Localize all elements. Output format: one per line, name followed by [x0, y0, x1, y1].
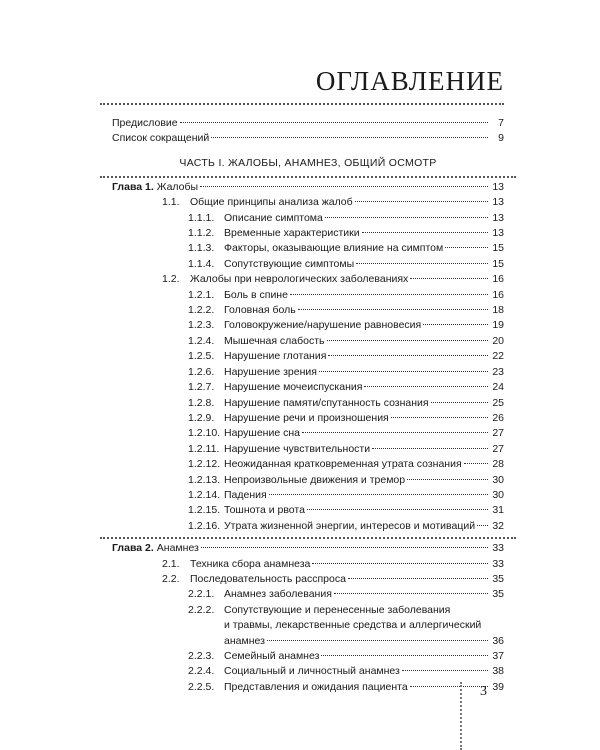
margin-divider [460, 682, 462, 750]
toc-subsection-multiline[interactable] [112, 603, 504, 649]
toc-page: 15 [492, 257, 504, 270]
leader-dots [180, 122, 488, 123]
toc-label: Мышечная слабость [224, 334, 325, 347]
toc-entry-preface[interactable] [112, 116, 504, 131]
subsection-number: 1.2.9. [188, 411, 215, 424]
leader-dots [334, 593, 488, 594]
toc-subsection[interactable] [112, 649, 504, 664]
toc-page: 26 [492, 411, 504, 424]
toc-page: 35 [492, 572, 504, 585]
toc-subsection[interactable] [112, 241, 504, 256]
toc-chapter-2[interactable] [112, 541, 504, 556]
toc-label-line: и травмы, лекарственные средства и аллергический [224, 619, 482, 632]
subsection-number: 1.2.11. [188, 442, 220, 455]
toc-subsection[interactable] [112, 396, 504, 411]
leader-dots [312, 563, 488, 564]
chapter-number: Глава 2. [112, 542, 154, 555]
leader-dots [391, 417, 488, 418]
subsection-number: 1.2.13. [188, 473, 221, 486]
toc-label: Социальный и личностный анамнез [224, 665, 400, 678]
subsection-number: 1.2.15. [188, 504, 221, 517]
toc-page: 18 [492, 304, 504, 317]
subsection-number: 1.2.12. [188, 458, 221, 471]
leader-dots [445, 247, 488, 248]
toc-subsection[interactable] [112, 503, 504, 518]
toc-label: Семейный анамнез [224, 650, 320, 662]
page-title: ОГЛАВЛЕНИЕ [315, 66, 504, 96]
subsection-number: 1.2.14. [188, 488, 221, 501]
toc-section-1-2[interactable] [112, 272, 504, 287]
toc-page: 36 [492, 634, 504, 647]
leader-dots [267, 640, 488, 641]
chapter-divider [100, 537, 516, 539]
toc-page: 25 [492, 396, 504, 409]
subsection-number: 2.2.4. [188, 665, 215, 678]
toc-subsection[interactable] [112, 334, 504, 349]
toc-subsection[interactable] [112, 211, 504, 226]
toc-label: Общие принципы анализа жалоб [190, 196, 353, 209]
toc-label: Представления и ожидания пациента [224, 680, 408, 693]
toc-page: 30 [492, 473, 504, 486]
leader-dots [477, 525, 488, 526]
toc-subsection[interactable] [112, 303, 504, 318]
subsection-number: 2.2.2. [188, 603, 215, 616]
toc-subsection[interactable] [112, 380, 504, 395]
toc-page: 13 [492, 211, 504, 224]
toc-page: 13 [492, 227, 504, 240]
section-number: 2.1. [162, 557, 180, 570]
leader-dots [423, 324, 488, 325]
toc-label: Непроизвольные движения и тремор [224, 473, 406, 486]
subsection-number: 2.2.1. [188, 588, 215, 601]
toc-subsection[interactable] [112, 411, 504, 426]
toc-subsection[interactable] [112, 442, 504, 457]
toc-page: 13 [492, 180, 504, 193]
toc-label: Нарушение мочеиспускания [224, 381, 363, 394]
toc-page: 16 [492, 273, 504, 286]
toc-label: Жалобы [156, 180, 199, 193]
subsection-number: 1.2.4. [188, 334, 215, 347]
subsection-number: 2.2.5. [188, 680, 215, 693]
toc-subsection[interactable] [112, 519, 504, 534]
toc-label: Утрата жизненной энергии, интересов и мотиваций [224, 519, 476, 532]
title-divider [100, 103, 504, 105]
toc-label: Жалобы при неврологических заболеваниях [190, 273, 409, 286]
toc-label: Факторы, оказывающие влияние на симптом [224, 242, 444, 255]
section-number: 1.1. [162, 196, 180, 209]
toc-section-1-1[interactable] [112, 195, 504, 210]
toc-subsection[interactable] [112, 288, 504, 303]
toc-subsection[interactable] [112, 587, 504, 602]
leader-dots [269, 494, 488, 495]
toc-subsection[interactable] [112, 226, 504, 241]
toc-page: 35 [492, 588, 504, 601]
part-divider [100, 176, 516, 178]
toc-subsection[interactable] [112, 365, 504, 380]
toc-subsection[interactable] [112, 473, 504, 488]
toc-entry-abbreviations[interactable] [112, 131, 504, 146]
toc-subsection[interactable] [112, 664, 504, 679]
toc-label: Анамнез [156, 542, 199, 555]
toc-subsection[interactable] [112, 457, 504, 472]
toc-page: 19 [492, 319, 504, 332]
subsection-number: 1.2.16. [188, 519, 221, 532]
subsection-number: 1.1.3. [188, 242, 215, 255]
toc-subsection[interactable] [112, 488, 504, 503]
subsection-number: 1.1.4. [188, 257, 215, 270]
subsection-number: 1.2.10. [188, 427, 221, 440]
toc-page: 33 [492, 557, 504, 570]
subsection-number: 1.1.2. [188, 227, 215, 240]
toc-page: 33 [492, 542, 504, 555]
leader-dots [200, 186, 488, 187]
toc-page: 31 [492, 504, 504, 517]
subsection-number: 1.1.1. [188, 211, 215, 224]
subsection-number: 2.2.3. [188, 650, 215, 662]
toc-section-2-2[interactable] [112, 572, 504, 587]
toc-page: 22 [492, 350, 504, 363]
subsection-number: 1.2.7. [188, 381, 215, 394]
toc-page: 23 [492, 365, 504, 378]
toc-label: Нарушение речи и произношения [224, 411, 389, 424]
leader-dots [328, 355, 488, 356]
toc-label: Список сокращений [112, 132, 210, 145]
toc-label: Описание симптома [224, 211, 323, 224]
toc-page: 39 [492, 680, 504, 693]
subsection-number: 1.2.1. [188, 288, 215, 301]
leader-dots [402, 670, 488, 671]
toc-label-line: анамнез [224, 634, 265, 647]
leader-dots [201, 547, 488, 548]
section-number: 1.2. [162, 273, 180, 286]
toc-label: Нарушение зрения [224, 365, 317, 378]
toc-page: 15 [492, 242, 504, 255]
leader-dots [290, 294, 488, 295]
toc-page: 7 [498, 117, 504, 129]
toc-label-line: Сопутствующие и перенесенные заболевания [224, 603, 451, 616]
toc-subsection[interactable] [112, 257, 504, 272]
toc-label: Временные характеристики [224, 227, 360, 240]
toc-label: Нарушение сна [224, 427, 300, 440]
section-number: 2.2. [162, 572, 180, 585]
toc-page: 9 [498, 132, 504, 145]
toc-subsection[interactable] [112, 680, 504, 695]
leader-dots [355, 201, 488, 202]
toc-label: Анамнез заболевания [224, 588, 332, 601]
toc-page: 28 [492, 458, 504, 471]
leader-dots [372, 448, 488, 449]
subsection-number: 1.2.8. [188, 396, 215, 409]
subsection-number: 1.2.2. [188, 304, 215, 317]
toc-label: Сопутствующие симптомы [224, 257, 355, 270]
leader-dots [298, 309, 488, 310]
toc-subsection[interactable] [112, 318, 504, 333]
toc-page: 27 [492, 442, 504, 455]
toc-page: 30 [492, 488, 504, 501]
subsection-number: 1.2.3. [188, 319, 215, 332]
subsection-number: 1.2.6. [188, 365, 215, 378]
leader-dots [211, 137, 488, 138]
leader-dots [321, 655, 488, 656]
toc-page: 13 [492, 196, 504, 209]
toc-chapter-1[interactable] [112, 180, 504, 195]
page-number: 3 [480, 684, 487, 699]
toc-page: 37 [492, 650, 504, 662]
leader-dots [407, 479, 488, 480]
leader-dots [356, 263, 488, 264]
leader-dots [327, 340, 488, 341]
toc-section-2-1[interactable] [112, 557, 504, 572]
toc-label: Боль в спине [224, 288, 288, 301]
toc-page: 20 [492, 334, 504, 347]
table-of-contents [112, 116, 504, 695]
toc-label: Нарушение памяти/спутанность сознания [224, 396, 429, 409]
toc-page: 32 [492, 519, 504, 532]
leader-dots [348, 578, 488, 579]
leader-dots [431, 402, 488, 403]
leader-dots [464, 463, 488, 464]
toc-label: Последовательность расспроса [190, 572, 346, 585]
toc-label: Неожиданная кратковременная утрата сознания [224, 458, 462, 471]
toc-subsection[interactable] [112, 426, 504, 441]
leader-dots [364, 386, 488, 387]
toc-label: Тошнота и рвота [224, 504, 305, 517]
chapter-number: Глава 1. [112, 180, 154, 193]
toc-subsection[interactable] [112, 349, 504, 364]
toc-label: Техника сбора анамнеза [190, 557, 311, 570]
toc-label: Головная боль [224, 304, 296, 317]
subsection-number: 1.2.5. [188, 350, 215, 363]
leader-dots [410, 686, 488, 687]
toc-label: Предисловие [112, 117, 178, 129]
toc-page: 27 [492, 427, 504, 440]
toc-page: 16 [492, 288, 504, 301]
toc-label: Падения [224, 488, 267, 501]
leader-dots [410, 278, 488, 279]
toc-label: Головокружение/нарушение равновесия [224, 319, 422, 332]
toc-label: Нарушение глотания [224, 350, 327, 363]
leader-dots [325, 217, 488, 218]
toc-page: 38 [492, 665, 504, 678]
leader-dots [302, 432, 488, 433]
toc-page: 24 [492, 381, 504, 394]
leader-dots [362, 232, 488, 233]
toc-label: Нарушение чувствительности [224, 442, 371, 455]
leader-dots [319, 371, 488, 372]
part-heading: ЧАСТЬ I. ЖАЛОБЫ, АНАМНЕЗ, ОБЩИЙ ОСМОТР [179, 156, 437, 169]
leader-dots [307, 509, 488, 510]
